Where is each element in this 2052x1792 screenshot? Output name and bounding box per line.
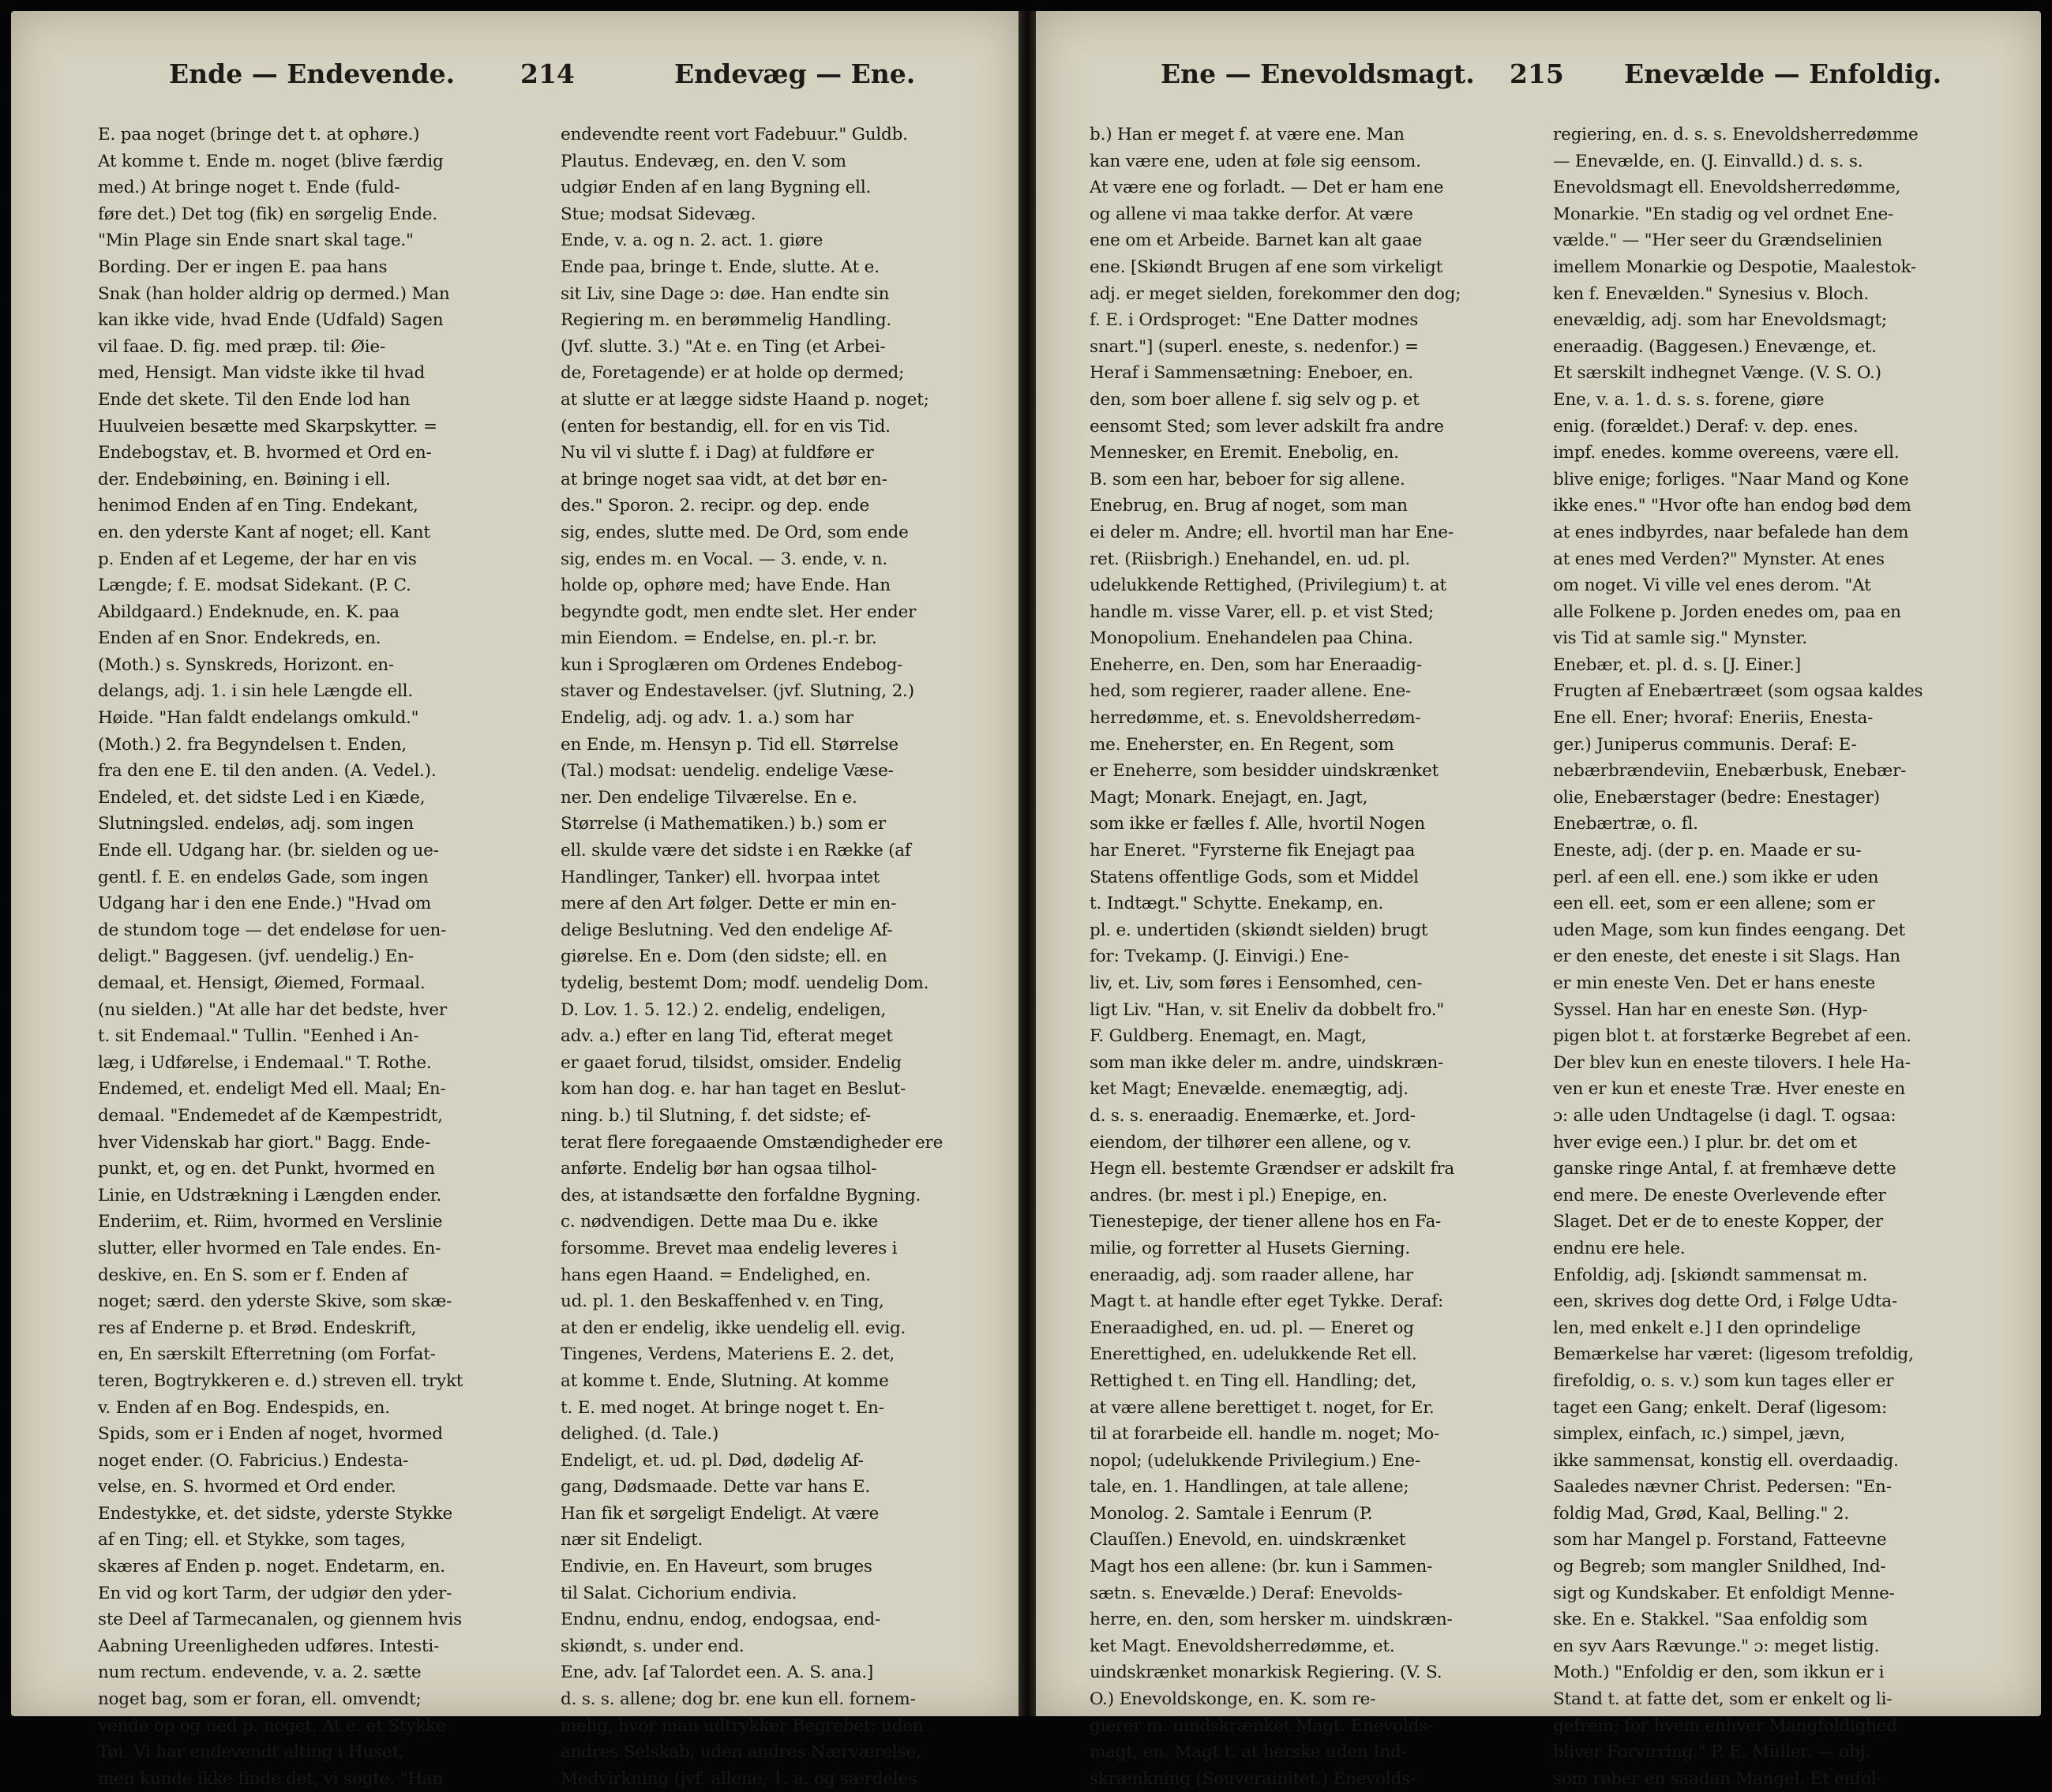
text-line: en Ende, m. Hensyn p. Tid ell. Størrelse — [561, 734, 898, 755]
text-line: At komme t. Ende m. noget (blive færdig — [98, 151, 444, 171]
text-line: enevældig, adj. som har Enevoldsmagt; — [1553, 310, 1887, 331]
text-line: hver evige een.) I plur. br. det om et — [1553, 1132, 1857, 1153]
right-header-guideword-left: Ene — Enevoldsmagt. — [1161, 58, 1475, 89]
text-line: sit Liv, sine Dage ɔ: døe. Han endte sin — [561, 283, 890, 304]
text-line: nebærbrændeviin, Enebærbusk, Enebær- — [1553, 761, 1907, 782]
text-line: Et særskilt indhegnet Vænge. (V. S. O.) — [1553, 363, 1881, 384]
text-line: hed, som regierer, raader allene. Ene- — [1090, 681, 1412, 702]
text-line: deligt." Baggesen. (jvf. uendelig.) En- — [98, 947, 414, 967]
left-page-column-2 — [561, 122, 1003, 1792]
text-line: Enderiim, et. Riim, hvormed en Verslinie — [98, 1212, 443, 1232]
text-line: Monolog. 2. Samtale i Eenrum (P. — [1090, 1503, 1373, 1524]
text-line: Enebærtræ, o. fl. — [1553, 814, 1698, 834]
text-line: "Min Plage sin Ende snart skal tage." — [98, 231, 414, 251]
text-line: (Jvf. slutte. 3.) "At e. en Ting (et Arbei- — [561, 336, 886, 357]
text-line: des, at istandsætte den forfaldne Bygning. — [561, 1185, 921, 1205]
text-line: milie, og forretter al Husets Gierning. — [1090, 1238, 1411, 1258]
left-page — [11, 11, 1018, 1789]
text-line: Snak (han holder aldrig op dermed.) Man — [98, 283, 450, 304]
text-line: giørelse. En e. Dom (den sidste; ell. en — [561, 947, 887, 967]
text-line: Enerettighed, en. udelukkende Ret ell. — [1090, 1344, 1417, 1365]
text-line: Eneherre, en. Den, som har Eneraadig- — [1090, 654, 1422, 675]
text-line: vis Tid at samle sig." Mynster. — [1553, 628, 1807, 649]
text-line: og Begreb; som mangler Snildhed, Ind- — [1553, 1557, 1886, 1577]
text-line: (nu sielden.) "At alle har det bedste, hver — [98, 999, 447, 1020]
text-line: Ende ell. Udgang har. (br. sielden og ue- — [98, 841, 439, 861]
text-line: til at forarbeide ell. handle m. noget; Mo- — [1090, 1424, 1440, 1445]
text-line: skæres af Enden p. noget. Endetarm, en. — [98, 1557, 445, 1577]
text-line: Ende paa, bringe t. Ende, slutte. At e. — [561, 257, 880, 277]
text-line: v. Enden af en Bog. Endespids, en. — [98, 1397, 390, 1418]
text-line: min Eiendom. = Endelse, en. pl.-r. br. — [561, 628, 877, 649]
text-line: sig, endes m. en Vocal. — 3. ende, v. n. — [561, 549, 887, 569]
text-line: melig, hvor man udtrykker Begrebet: uden — [561, 1715, 924, 1736]
text-line: D. Lov. 1. 5. 12.) 2. endelig, endeligen, — [561, 999, 887, 1020]
text-line: Moth.) "Enfoldig er den, som ikkun er i — [1553, 1663, 1885, 1683]
text-line: Rettighed t. en Ting ell. Handling; det, — [1090, 1370, 1417, 1391]
book-gutter — [1018, 11, 1036, 1716]
text-line: slutter, eller hvormed en Tale endes. En- — [98, 1238, 441, 1258]
text-line: at komme t. Ende, Slutning. At komme — [561, 1370, 889, 1391]
text-line: f. E. i Ordsproget: "Ene Datter modnes — [1090, 310, 1419, 331]
text-line: tale, en. 1. Handlingen, at tale allene; — [1090, 1477, 1409, 1498]
text-line: Clauſſen.) Enevold, en. uindskrænket — [1090, 1530, 1406, 1550]
text-line: udelukkende Rettighed, (Privilegium) t. at — [1090, 575, 1446, 596]
text-line: Syssel. Han har en eneste Søn. (Hyp- — [1553, 999, 1868, 1020]
text-line: ket Magt; Enevælde. enemægtig, adj. — [1090, 1079, 1409, 1100]
text-line: ene om et Arbeide. Barnet kan alt gaae — [1090, 231, 1422, 251]
text-line: sig, endes, slutte med. De Ord, som ende — [561, 522, 909, 542]
text-line: er Eneherre, som besidder uindskrænket — [1090, 761, 1439, 782]
text-line: sætn. s. Enevælde.) Deraf: Enevolds- — [1090, 1583, 1403, 1603]
text-line: ste Deel af Tarmecanalen, og giennem hvis — [98, 1610, 462, 1630]
text-line: imellem Monarkie og Despotie, Maalestok- — [1553, 257, 1916, 277]
text-line: B. som een har, beboer for sig allene. — [1090, 469, 1405, 489]
text-line: ven er kun et eneste Træ. Hver eneste en — [1553, 1079, 1905, 1100]
text-line: holde op, ophøre med; have Ende. Han — [561, 575, 891, 596]
text-line: O.) Enevoldskonge, en. K. som re- — [1090, 1689, 1376, 1710]
text-line: delighed. (d. Tale.) — [561, 1424, 719, 1445]
text-line: adj. er meget sielden, forekommer den dog; — [1090, 283, 1461, 304]
text-line: af en Ting; ell. et Stykke, som tages, — [98, 1530, 406, 1550]
text-line: med.) At bringe noget t. Ende (fuld- — [98, 178, 400, 198]
text-line: Plautus. Endevæg, en. den V. som — [561, 151, 846, 171]
text-line: kun i Sproglæren om Ordenes Endebog- — [561, 654, 903, 675]
text-line: len, med enkelt e.] I den oprindelige — [1553, 1318, 1861, 1338]
text-line: en. den yderste Kant af noget; ell. Kant — [98, 522, 430, 542]
text-line: om noget. Vi ville vel enes derom. "At — [1553, 575, 1871, 596]
text-line: kom han dog. e. har han taget en Beslut- — [561, 1079, 906, 1100]
text-line: Heraf i Sammensætning: Eneboer, en. — [1090, 363, 1413, 384]
text-line: Ene, v. a. 1. d. s. s. forene, giøre — [1553, 389, 1825, 410]
text-line: uindskrænket monarkisk Regiering. (V. S. — [1090, 1663, 1442, 1683]
text-line: Slutningsled. endeløs, adj. som ingen — [98, 814, 414, 834]
text-line: d. s. s. allene; dog br. ene kun ell. fornem- — [561, 1689, 916, 1710]
text-line: for: Tvekamp. (J. Einvigi.) Ene- — [1090, 947, 1349, 967]
text-line: vil faae. D. fig. med præp. til: Øie- — [98, 336, 386, 357]
text-line: udgiør Enden af en lang Bygning ell. — [561, 178, 872, 198]
text-line: magt, en. Magt t. at herske uden Ind- — [1090, 1742, 1407, 1763]
text-line: Ene ell. Ener; hvoraf: Eneriis, Enesta- — [1553, 708, 1874, 729]
text-line: ell. skulde være det sidste i en Række (af — [561, 841, 911, 861]
text-line: foldig Mad, Grød, Kaal, Belling." 2. — [1553, 1503, 1849, 1524]
text-line: Magt hos een allene: (br. kun i Sammen- — [1090, 1557, 1433, 1577]
text-line: Eneraadighed, en. ud. pl. — Eneret og — [1090, 1318, 1414, 1338]
text-line: skiøndt, s. under end. — [561, 1636, 745, 1656]
text-line: der. Endebøining, en. Bøining i ell. — [98, 469, 391, 489]
text-line: anførte. Endelig bør han ogsaa tilhol- — [561, 1159, 877, 1179]
text-line: som man ikke deler m. andre, uindskræn- — [1090, 1052, 1444, 1073]
text-line: Bording. Der er ingen E. paa hans — [98, 257, 388, 277]
text-line: delangs, adj. 1. i sin hele Længde ell. — [98, 681, 413, 702]
text-line: herre, en. den, som hersker m. uindskræn- — [1090, 1610, 1453, 1630]
text-line: eensomt Sted; som lever adskilt fra andre — [1090, 416, 1444, 437]
text-line: Magt; Monark. Enejagt, en. Jagt, — [1090, 787, 1368, 808]
text-line: adv. a.) efter en lang Tid, efterat meget — [561, 1026, 893, 1047]
text-line: ud. pl. 1. den Beskaffenhed v. en Ting, — [561, 1292, 884, 1312]
right-page-number: 215 — [1510, 58, 1564, 89]
text-line: sigt og Kundskaber. Et enfoldigt Menne- — [1553, 1583, 1895, 1603]
text-line: gentl. f. E. en endeløs Gade, som ingen — [98, 867, 429, 887]
text-line: en syv Aars Rævunge." ɔ: meget listig. — [1553, 1636, 1880, 1656]
right-page — [1036, 11, 2041, 1789]
text-line: (Tal.) modsat: uendelig. endelige Væse- — [561, 761, 894, 782]
text-line: Bemærkelse har været: (ligesom trefoldig, — [1553, 1344, 1914, 1365]
text-line: regiering, en. d. s. s. Enevoldsherredømme — [1553, 125, 1919, 144]
text-line: teren, Bogtrykkeren e. d.) streven ell. trykt — [98, 1370, 463, 1391]
text-line: bliver Forvirring." P. E. Müller. — obj. — [1553, 1742, 1870, 1763]
text-line: E. paa noget (bringe det t. at ophøre.) — [98, 125, 420, 144]
text-line: Der blev kun en eneste tilovers. I hele Ha- — [1553, 1052, 1911, 1073]
text-line: gierer m. uindskrænket Magt. Enevolds- — [1090, 1715, 1434, 1736]
text-line: Udgang har i den ene Ende.) "Hvad om — [98, 894, 432, 914]
text-line: ligt Liv. "Han, v. sit Eneliv da dobbelt fro." — [1090, 999, 1445, 1020]
text-line: nær sit Endeligt. — [561, 1530, 703, 1550]
text-line: henimod Enden af en Ting. Endekant, — [98, 496, 418, 516]
text-line: kan være ene, uden at føle sig eensom. — [1090, 151, 1421, 171]
text-line: end mere. De eneste Overlevende efter — [1553, 1185, 1886, 1205]
text-line: Tøi. Vi har endevendt alting i Huset, — [98, 1742, 404, 1763]
text-line: olie, Enebærstager (bedre: Enestager) — [1553, 787, 1880, 808]
text-line: alle Folkene p. Jorden enedes om, paa en — [1553, 602, 1901, 622]
text-line: — Enevælde, en. (J. Einvalld.) d. s. s. — [1553, 151, 1863, 171]
text-line: Enfoldig, adj. [skiøndt sammensat m. — [1553, 1265, 1868, 1285]
text-line: andres Selskab, uden andres Nærværelse, — [561, 1742, 921, 1763]
text-line: Endeled, et. det sidste Led i en Kiæde, — [98, 787, 426, 808]
text-line: endnu ere hele. — [1553, 1238, 1686, 1258]
text-line: noget ender. (O. Fabricius.) Endesta- — [98, 1450, 409, 1471]
text-line: d. s. s. eneraadig. Enemærke, et. Jord- — [1090, 1105, 1416, 1126]
text-line: een ell. eet, som er een allene; som er — [1553, 894, 1875, 914]
text-line: uden Mage, som kun findes eengang. Det — [1553, 920, 1905, 940]
text-line: gefrem; for hvem enhver Mangfoldighed — [1553, 1715, 1897, 1736]
text-line: er den eneste, det eneste i sit Slags. Han — [1553, 947, 1900, 967]
text-line: skrænkning (Souverainitet.) Enevolds- — [1090, 1768, 1416, 1789]
text-line: som ikke er fælles f. Alle, hvortil Nogen — [1090, 814, 1425, 834]
text-line: (Moth.) 2. fra Begyndelsen t. Enden, — [98, 734, 407, 755]
text-line: ei deler m. Andre; ell. hvortil man har Ene- — [1090, 522, 1454, 542]
text-line: delige Beslutning. Ved den endelige Af- — [561, 920, 893, 940]
text-line: herredømme, et. s. Enevoldsherredøm- — [1090, 708, 1421, 729]
text-line: de stundom toge — det endeløse for uen- — [98, 920, 447, 940]
text-line: pigen blot t. at forstærke Begrebet af een. — [1553, 1026, 1911, 1047]
text-line: Aabning Ureenligheden udføres. Intesti- — [98, 1636, 440, 1656]
text-line: des." Sporon. 2. recipr. og dep. ende — [561, 496, 869, 516]
text-line: Medvirkning (jvf. allene, 1. a. og særdeles — [561, 1768, 917, 1789]
text-line: ganske ringe Antal, f. at fremhæve dette — [1553, 1159, 1896, 1179]
text-line: demaal. "Endemedet af de Kæmpestridt, — [98, 1105, 443, 1126]
text-line: At være ene og forladt. — Det er ham ene — [1090, 178, 1444, 198]
text-line: og allene vi maa takke derfor. At være — [1090, 204, 1413, 224]
text-line: fra den ene E. til den anden. (A. Vedel.). — [98, 761, 437, 782]
text-line: Enevoldsmagt ell. Enevoldsherredømme, — [1553, 178, 1901, 198]
text-line: t. Indtægt." Schytte. Enekamp, en. — [1090, 894, 1384, 914]
text-line: Enebrug, en. Brug af noget, som man — [1090, 496, 1408, 516]
text-line: er gaaet forud, tilsidst, omsider. Endelig — [561, 1052, 902, 1073]
text-line: Regiering m. en berømmelig Handling. — [561, 310, 892, 331]
text-line: Høide. "Han faldt endelangs omkuld." — [98, 708, 419, 729]
right-header-guideword-right: Enevælde — Enfoldig. — [1624, 58, 1942, 89]
text-line: ket Magt. Enevoldsherredømme, et. — [1090, 1636, 1395, 1656]
text-line: hans egen Haand. = Endelighed, en. — [561, 1265, 871, 1285]
text-line: ning. b.) til Slutning, f. det sidste; ef- — [561, 1105, 871, 1126]
left-page-header — [11, 58, 1018, 106]
text-line: simplex, einfach, ɪc.) simpel, jævn, — [1553, 1424, 1846, 1445]
text-line: Monarkie. "En stadig og vel ordnet Ene- — [1553, 204, 1894, 224]
text-line: de, Foretagende) er at holde op dermed; — [561, 363, 905, 384]
text-line: har Eneret. "Fyrsterne fik Enejagt paa — [1090, 841, 1416, 861]
text-line: Endeligt, et. ud. pl. Død, dødelig Af- — [561, 1450, 864, 1471]
text-line: demaal, et. Hensigt, Øiemed, Formaal. — [98, 973, 426, 993]
right-page-column-2 — [1553, 122, 1995, 1792]
text-line: mere af den Art følger. Dette er min en- — [561, 894, 897, 914]
text-line: (enten for bestandig, ell. for en vis Tid. — [561, 416, 891, 437]
text-line: Stue; modsat Sidevæg. — [561, 204, 756, 224]
right-page-column-1 — [1090, 122, 1532, 1792]
text-line: eiendom, der tilhører een allene, og v. — [1090, 1132, 1412, 1153]
text-line: (Moth.) s. Synskreds, Horizont. en- — [98, 654, 394, 675]
text-line: liv, et. Liv, som føres i Eensomhed, cen- — [1090, 973, 1423, 993]
text-line: F. Guldberg. Enemagt, en. Magt, — [1090, 1026, 1367, 1047]
text-line: kan ikke vide, hvad Ende (Udfald) Sagen — [98, 310, 444, 331]
text-line: men kunde ikke finde det, vi søgte. "Han — [98, 1768, 444, 1789]
text-line: Handlinger, Tanker) ell. hvorpaa intet — [561, 867, 880, 887]
text-line: Eneste, adj. (der p. en. Maade er su- — [1553, 841, 1862, 861]
text-line: ɔ: alle uden Undtagelse (i dagl. T. ogsaa: — [1553, 1105, 1896, 1126]
text-line: Linie, en Udstrækning i Længden ender. — [98, 1185, 442, 1205]
left-header-guideword-right: Endevæg — Ene. — [674, 58, 916, 89]
text-line: læg, i Udførelse, i Endemaal." T. Rothe. — [98, 1052, 432, 1073]
text-line: een, skrives dog dette Ord, i Følge Udta- — [1553, 1292, 1897, 1312]
text-line: Stand t. at fatte det, som er enkelt og li- — [1553, 1689, 1893, 1710]
text-line: t. E. med noget. At bringe noget t. En- — [561, 1397, 884, 1418]
text-line: Endelig, adj. og adv. 1. a.) som har — [561, 708, 853, 729]
text-line: eneraadig, adj. som raader allene, har — [1090, 1265, 1413, 1285]
text-line: ger.) Juniperus communis. Deraf: E- — [1553, 734, 1857, 755]
text-line: gang, Dødsmaade. Dette var hans E. — [561, 1477, 870, 1498]
text-line: ret. (Riisbrigh.) Enehandel, en. ud. pl. — [1090, 549, 1411, 569]
text-line: ikke enes." "Hvor ofte han endog bød dem — [1553, 496, 1911, 516]
text-line: nopol; (udelukkende Privilegium.) Ene- — [1090, 1450, 1420, 1471]
text-line: til Salat. Cichorium endivia. — [561, 1583, 797, 1603]
text-line: at enes indbyrdes, naar befalede han dem — [1553, 522, 1909, 542]
text-line: ikke sammensat, konstig ell. overdaadig. — [1553, 1450, 1899, 1471]
text-line: Statens offentlige Gods, som et Middel — [1090, 867, 1419, 887]
left-header-guideword-left: Ende — Endevende. — [169, 58, 456, 89]
text-line: Magt t. at handle efter eget Tykke. Deraf: — [1090, 1292, 1444, 1312]
text-line: Slaget. Det er de to eneste Kopper, der — [1553, 1212, 1883, 1232]
text-line: at slutte er at lægge sidste Haand p. noget; — [561, 389, 929, 410]
text-line: er min eneste Ven. Det er hans eneste — [1553, 973, 1876, 993]
text-line: andres. (br. mest i pl.) Enepige, en. — [1090, 1185, 1387, 1205]
text-line: Spids, som er i Enden af noget, hvormed — [98, 1424, 443, 1445]
text-line: blive enige; forliges. "Naar Mand og Kone — [1553, 469, 1909, 489]
text-line: Mennesker, en Eremit. Enebolig, en. — [1090, 443, 1399, 463]
text-line: noget bag, som er foran, ell. omvendt; — [98, 1689, 422, 1710]
text-line: impf. enedes. komme overeens, være ell. — [1553, 443, 1900, 463]
text-line: ner. Den endelige Tilværelse. En e. — [561, 787, 857, 808]
text-line: forsomme. Brevet maa endelig leveres i — [561, 1238, 898, 1258]
text-line: noget; særd. den yderste Skive, som skæ- — [98, 1292, 452, 1312]
text-line: deskive, en. En S. som er f. Enden af — [98, 1265, 408, 1285]
text-line: hver Videnskab har giort." Bagg. Ende- — [98, 1132, 431, 1153]
text-line: Ende det skete. Til den Ende lod han — [98, 389, 411, 410]
text-line: begyndte godt, men endte slet. Her ender — [561, 602, 917, 622]
text-line: at være allene berettiget t. noget, for Er. — [1090, 1397, 1435, 1418]
text-line: Endebogstav, et. B. hvormed et Ord en- — [98, 443, 432, 463]
text-line: En vid og kort Tarm, der udgiør den yder- — [98, 1583, 452, 1603]
text-line: p. Enden af et Legeme, der har en vis — [98, 549, 417, 569]
text-line: snart."] (superl. eneste, s. nedenfor.) = — [1090, 336, 1419, 357]
left-page-column-1 — [98, 122, 540, 1792]
text-line: Længde; f. E. modsat Sidekant. (P. C. — [98, 575, 411, 596]
text-line: velse, en. S. hvormed et Ord ender. — [98, 1477, 396, 1498]
text-line: endevendte reent vort Fadebuur." Guldb. — [561, 125, 908, 144]
text-line: at den er endelig, ikke uendelig ell. evig. — [561, 1318, 906, 1338]
text-line: Endemed, et. endeligt Med ell. Maal; En- — [98, 1079, 446, 1100]
text-line: Endivie, en. En Haveurt, som bruges — [561, 1557, 872, 1577]
text-line: at bringe noget saa vidt, at det bør en- — [561, 469, 887, 489]
text-line: Tienestepige, der tiener allene hos en Fa- — [1090, 1212, 1442, 1232]
text-line: punkt, et, og en. det Punkt, hvormed en — [98, 1159, 435, 1179]
text-line: med, Hensigt. Man vidste ikke til hvad — [98, 363, 426, 384]
text-line: som røber en saadan Mangel. Et enfol- — [1553, 1768, 1882, 1789]
text-line: Endnu, endnu, endog, endogsaa, end- — [561, 1610, 881, 1630]
text-line: Ene, adv. [af Talordet een. A. S. ana.] — [561, 1663, 874, 1683]
text-line: Enebær, et. pl. d. s. [J. Einer.] — [1553, 654, 1801, 675]
text-line: terat flere foregaaende Omstændigheder ere — [561, 1132, 943, 1153]
text-line: taget een Gang; enkelt. Deraf (ligesom: — [1553, 1397, 1888, 1418]
text-line: Monopolium. Enehandelen paa China. — [1090, 628, 1413, 649]
text-line: Saaledes nævner Christ. Pedersen: "En- — [1553, 1477, 1892, 1498]
text-line: t. sit Endemaal." Tullin. "Eenhed i An- — [98, 1026, 419, 1047]
text-line: Nu vil vi slutte f. i Dag) at fuldføre er — [561, 443, 874, 463]
text-line: firefoldig, o. s. v.) som kun tages eller er — [1553, 1370, 1894, 1391]
text-line: Størrelse (i Mathematiken.) b.) som er — [561, 814, 886, 834]
text-line: c. nødvendigen. Dette maa Du e. ikke — [561, 1212, 879, 1232]
text-line: vælde." — "Her seer du Grændselinien — [1553, 231, 1882, 251]
text-line: pl. e. undertiden (skiøndt sielden) brugt — [1090, 920, 1428, 940]
text-line: Han fik et sørgeligt Endeligt. At være — [561, 1503, 880, 1524]
text-line: den, som boer allene f. sig selv og p. et — [1090, 389, 1420, 410]
text-line: staver og Endestavelser. (jvf. Slutning, 2.) — [561, 681, 914, 702]
text-line: Enden af en Snor. Endekreds, en. — [98, 628, 381, 649]
text-line: Abildgaard.) Endeknude, en. K. paa — [98, 602, 400, 622]
text-line: b.) Han er meget f. at være ene. Man — [1090, 125, 1405, 144]
text-line: perl. af een ell. ene.) som ikke er uden — [1553, 867, 1879, 887]
text-line: vende op og ned p. noget. At e. et Stykke — [98, 1715, 446, 1736]
text-line: en, En særskilt Efterretning (om Forfat- — [98, 1344, 436, 1365]
text-line: føre det.) Det tog (fik) en sørgelig Ende. — [98, 204, 437, 224]
text-line: Huulveien besætte med Skarpskytter. = — [98, 416, 437, 437]
text-line: Frugten af Enebærtræet (som ogsaa kaldes — [1553, 681, 1923, 702]
text-line: num rectum. endevende, v. a. 2. sætte — [98, 1663, 422, 1683]
text-line: at enes med Verden?" Mynster. At enes — [1553, 549, 1885, 569]
text-line: me. Eneherster, en. En Regent, som — [1090, 734, 1394, 755]
text-line: Ende, v. a. og n. 2. act. 1. giøre — [561, 231, 823, 251]
text-line: ske. En e. Stakkel. "Saa enfoldig som — [1553, 1610, 1868, 1630]
text-line: Tingenes, Verdens, Materiens E. 2. det, — [561, 1344, 895, 1365]
text-line: eneraadig. (Baggesen.) Enevænge, et. — [1553, 336, 1877, 357]
left-page-number: 214 — [520, 58, 575, 89]
text-line: Hegn ell. bestemte Grændser er adskilt fra — [1090, 1159, 1455, 1179]
text-line: tydelig, bestemt Dom; modf. uendelig Dom. — [561, 973, 929, 993]
text-line: handle m. visse Varer, ell. p. et vist Sted; — [1090, 602, 1434, 622]
text-line: som har Mangel p. Forstand, Fatteevne — [1553, 1530, 1887, 1550]
right-page-header — [1036, 58, 2041, 106]
text-line: ene. [Skiøndt Brugen af ene som virkeligt — [1090, 257, 1443, 277]
text-line: Endestykke, et. det sidste, yderste Stykke — [98, 1503, 453, 1524]
text-line: ken f. Enevælden." Synesius v. Bloch. — [1553, 283, 1869, 304]
text-line: enig. (forældet.) Deraf: v. dep. enes. — [1553, 416, 1859, 437]
text-line: res af Enderne p. et Brød. Endeskrift, — [98, 1318, 417, 1338]
